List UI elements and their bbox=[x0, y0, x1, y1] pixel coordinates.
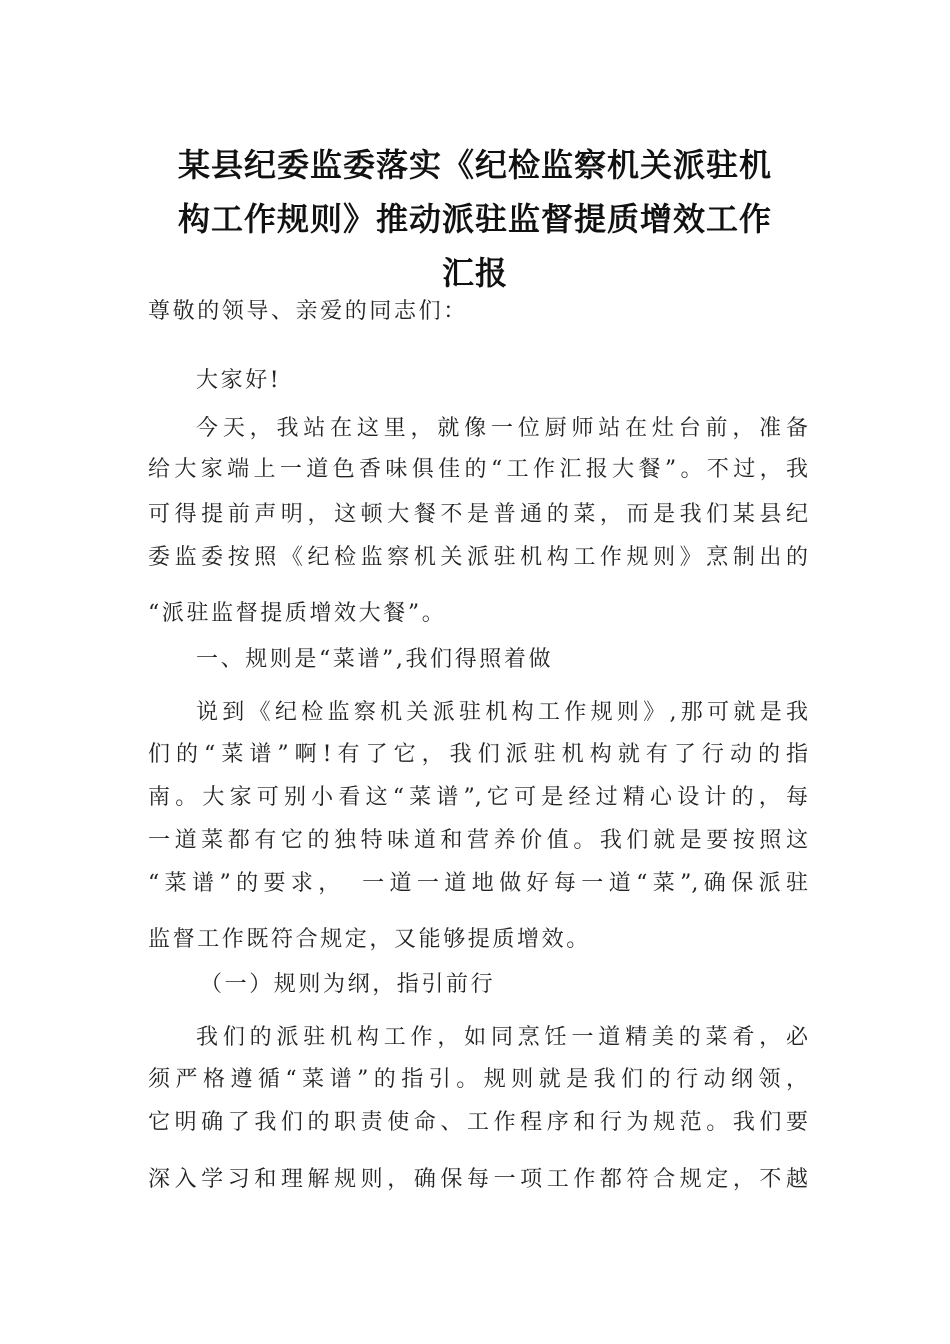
paragraph-line: 说到《纪检监察机关派驻机构工作规则》,那可就是我 bbox=[196, 700, 808, 725]
paragraph-line: 它明确了我们的职责使命、工作程序和行为规范。我们要 bbox=[148, 1110, 808, 1135]
title-line: 构工作规则》推动派驻监督提质增效工作 bbox=[177, 200, 772, 238]
paragraph-line: 们的“菜谱”啊!有了它，我们派驻机构就有了行动的指 bbox=[148, 742, 808, 767]
paragraph-line: “菜谱”的要求， 一道一道地做好每一道“菜”,确保派驻 bbox=[148, 871, 808, 896]
document-title bbox=[120, 138, 830, 300]
paragraph-line: “派驻监督提质增效大餐”。 bbox=[148, 601, 447, 626]
paragraph-line: 须严格遵循“菜谱”的指引。规则就是我们的行动纲领， bbox=[148, 1067, 808, 1092]
subsection-heading: （一）规则为纲，指引前行 bbox=[200, 972, 496, 997]
paragraph-line: 今天，我站在这里，就像一位厨师站在灶台前，准备 bbox=[196, 416, 808, 441]
paragraph-line: 深入学习和理解规则，确保每一项工作都符合规定，不越 bbox=[148, 1167, 808, 1192]
paragraph-line: 可得提前声明，这顿大餐不是普通的菜，而是我们某县纪 bbox=[148, 502, 808, 527]
paragraph-line: 给大家端上一道色香味俱佳的“工作汇报大餐”。不过，我 bbox=[148, 457, 808, 482]
title-line: 汇报 bbox=[441, 254, 508, 292]
salutation: 尊敬的领导、亲爱的同志们： bbox=[148, 299, 468, 324]
paragraph-line: 一道菜都有它的独特味道和营养价值。我们就是要按照这 bbox=[148, 828, 808, 853]
greeting: 大家好! bbox=[196, 368, 282, 393]
paragraph-line: 南。大家可别小看这“菜谱”,它可是经过精心设计的，每 bbox=[148, 785, 808, 810]
section-heading: 一、规则是“菜谱”,我们得照着做 bbox=[196, 647, 554, 672]
title-line: 某县纪委监委落实《纪检监察机关派驻机 bbox=[177, 146, 772, 184]
paragraph-line: 我们的派驻机构工作，如同烹饪一道精美的菜肴，必 bbox=[196, 1025, 808, 1050]
paragraph-line: 委监委按照《纪检监察机关派驻机构工作规则》烹制出的 bbox=[148, 545, 808, 570]
paragraph-line: 监督工作既符合规定，又能够提质增效。 bbox=[148, 927, 591, 952]
